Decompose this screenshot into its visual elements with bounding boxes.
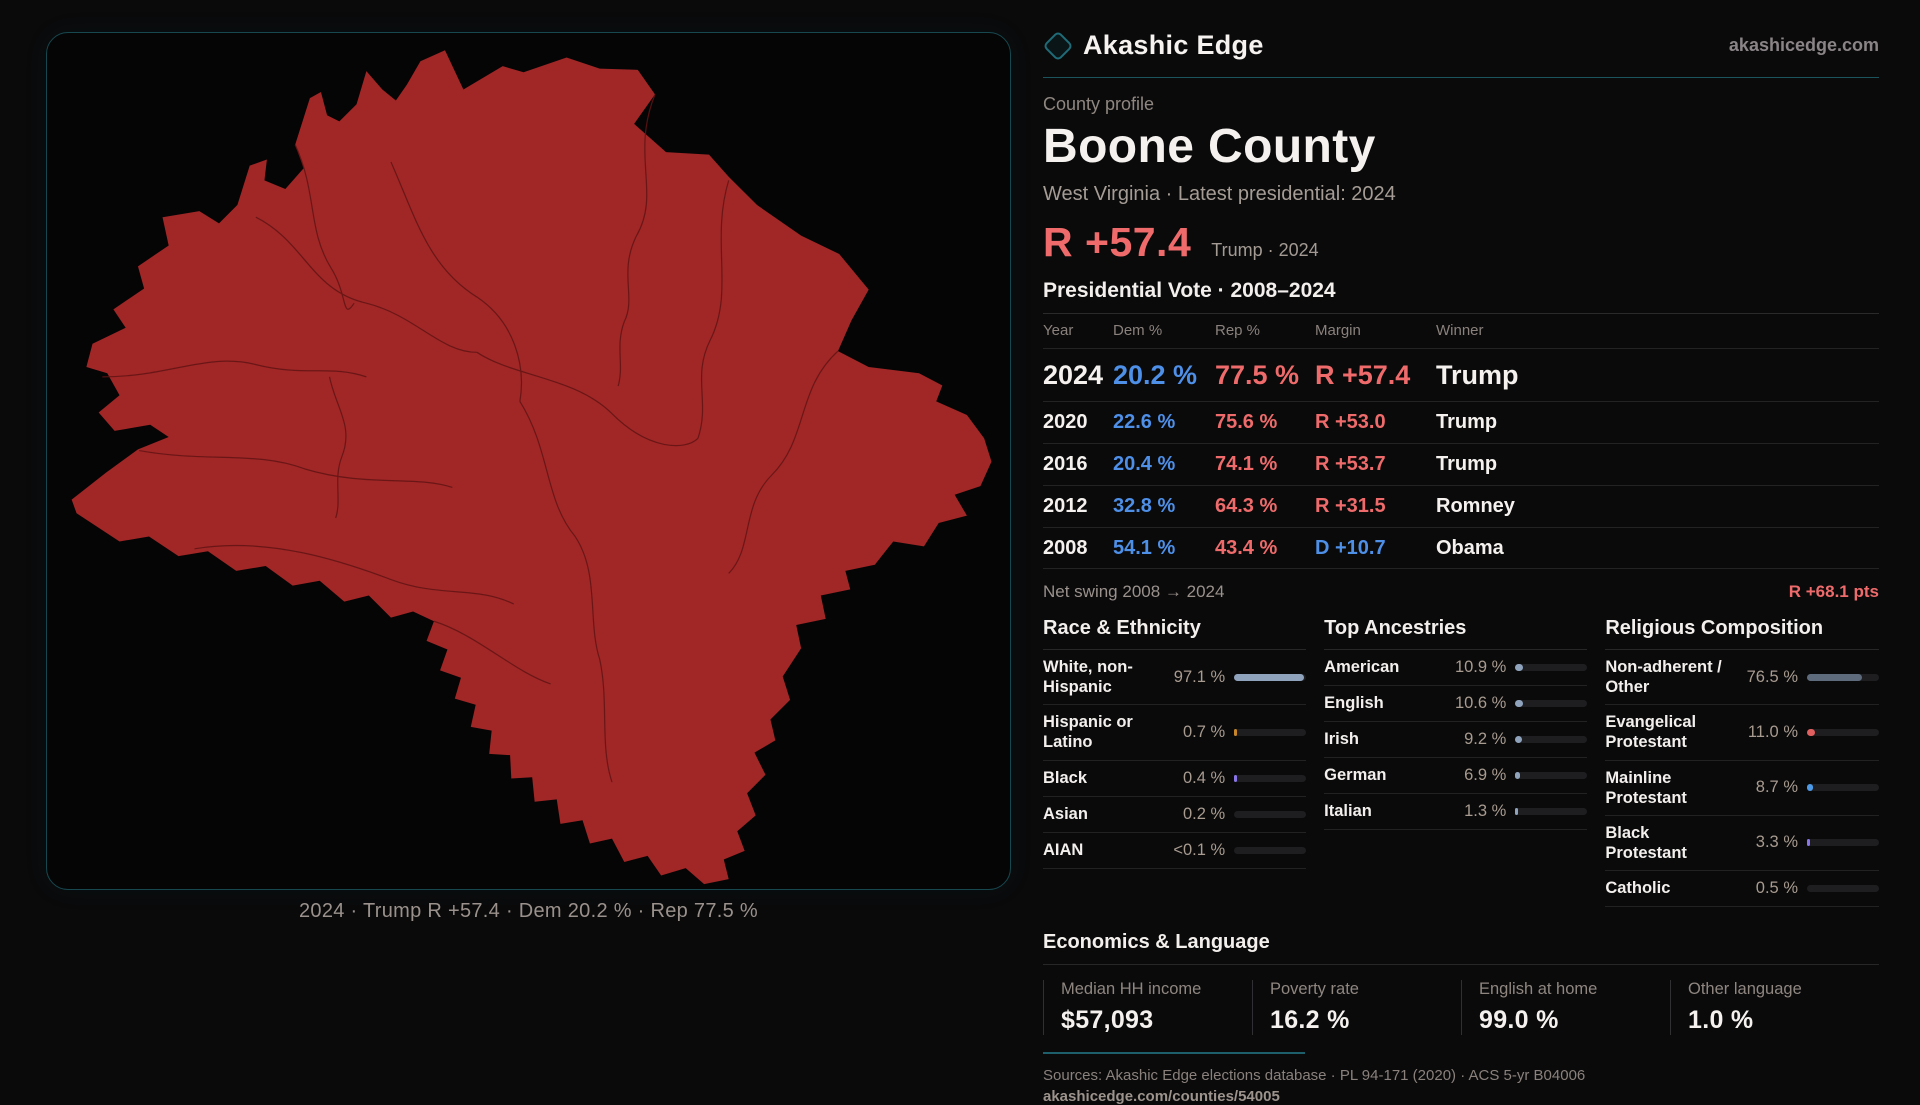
demo-row	[1605, 650, 1879, 705]
vote-cell: 2008	[1043, 536, 1088, 559]
headline-context: Trump · 2024	[1211, 240, 1319, 260]
vote-cell: 77.5 %	[1215, 359, 1300, 390]
stat-label: Median HH income	[1061, 980, 1202, 998]
map-caption: 2024 · Trump R +57.4 · Dem 20.2 % · Rep 77.5 %	[298, 900, 758, 922]
vote-rows	[1043, 348, 1879, 569]
stat-value: 99.0 %	[1479, 1006, 1559, 1034]
stat-cell	[1043, 980, 1252, 1035]
vote-cell: 20.4 %	[1113, 453, 1176, 475]
stat-label: Other language	[1688, 980, 1802, 998]
net-swing-label: Net swing 2008 → 2024	[1043, 582, 1225, 601]
subtitle: West Virginia · Latest presidential: 2024	[1043, 183, 1396, 205]
demo-label: Italian	[1324, 802, 1372, 821]
demo-row	[1043, 705, 1306, 760]
vote-cell: R +57.4	[1315, 359, 1411, 390]
demo-bar-track	[1515, 772, 1587, 779]
col-rep: Rep %	[1215, 322, 1261, 339]
vote-cell: 74.1 %	[1215, 453, 1278, 475]
headline-margin-row	[1043, 219, 1879, 266]
brand	[1043, 30, 1264, 61]
race-column	[1043, 617, 1306, 907]
religion-rows	[1605, 650, 1879, 907]
vote-cell: Obama	[1436, 536, 1504, 559]
demo-label: Asian	[1043, 804, 1088, 823]
demo-value: <0.1 %	[1173, 840, 1226, 859]
demo-row	[1324, 686, 1587, 722]
demo-row	[1324, 722, 1587, 758]
demo-value: 10.9 %	[1454, 658, 1507, 676]
demo-bar-fill	[1515, 808, 1518, 815]
demo-bar-track	[1234, 847, 1306, 854]
demo-bar-track	[1234, 811, 1306, 818]
ancestry-column	[1324, 617, 1587, 907]
vote-cell: Trump	[1436, 359, 1519, 390]
religion-column	[1605, 617, 1879, 907]
vote-cell: Trump	[1436, 453, 1498, 475]
demo-bar-track	[1807, 885, 1879, 892]
demo-label: AIAN	[1043, 840, 1084, 859]
demo-row	[1324, 650, 1587, 686]
demo-value: 10.6 %	[1454, 694, 1507, 712]
stat-label: English at home	[1479, 980, 1598, 998]
demo-bar-fill	[1234, 775, 1237, 782]
demo-bar-track	[1807, 784, 1879, 791]
vote-cell: 64.3 %	[1215, 495, 1278, 517]
demo-label: Evangelical Protestant	[1605, 713, 1697, 752]
demo-value: 9.2 %	[1464, 730, 1507, 748]
vote-cell: 2020	[1043, 411, 1088, 433]
demo-bar-track	[1515, 808, 1587, 815]
demo-bar-fill	[1807, 674, 1862, 681]
vote-cell: Trump	[1436, 411, 1498, 433]
stat-value: 16.2 %	[1270, 1006, 1350, 1034]
demo-value: 0.5 %	[1755, 879, 1798, 897]
stat-cell	[1670, 980, 1879, 1035]
economics-title: Economics & Language	[1043, 931, 1879, 965]
demo-bar-fill	[1807, 729, 1815, 736]
demo-bar-fill	[1515, 664, 1523, 671]
county-map	[47, 33, 1010, 889]
col-dem: Dem %	[1113, 322, 1163, 339]
demo-row	[1605, 871, 1879, 907]
vote-cell: 2012	[1043, 495, 1088, 517]
demo-row	[1605, 816, 1879, 871]
demo-bar-track	[1234, 674, 1306, 681]
col-year: Year	[1043, 322, 1074, 339]
demo-label: White, non-Hispanic	[1043, 658, 1133, 697]
religion-title: Religious Composition	[1605, 617, 1879, 650]
demo-bar-track	[1515, 700, 1587, 707]
demo-label: Mainline Protestant	[1605, 768, 1687, 807]
stat-value: 1.0 %	[1688, 1006, 1754, 1034]
demo-label: Black	[1043, 768, 1088, 787]
vote-cell: 22.6 %	[1113, 411, 1176, 433]
vote-table-header	[1043, 313, 1879, 348]
demo-row	[1043, 797, 1306, 833]
profile-panel	[1043, 30, 1879, 1105]
demo-value: 0.7 %	[1182, 722, 1226, 741]
demographics	[1043, 617, 1879, 907]
vote-cell: R +53.0	[1315, 411, 1386, 433]
race-title: Race & Ethnicity	[1043, 617, 1306, 650]
vote-table-title: Presidential Vote · 2008–2024	[1043, 279, 1336, 302]
vote-row	[1043, 443, 1879, 485]
demo-label: Hispanic or Latino	[1043, 713, 1133, 752]
stat-cell	[1461, 980, 1670, 1035]
net-swing-row	[1043, 582, 1879, 602]
vote-row	[1043, 348, 1879, 401]
vote-row	[1043, 401, 1879, 443]
demo-label: Catholic	[1605, 879, 1671, 898]
headline-margin: R +57.4	[1043, 219, 1192, 265]
vote-cell: 32.8 %	[1113, 495, 1176, 517]
brand-diamond-icon	[1042, 30, 1073, 61]
kicker: County profile	[1043, 94, 1155, 114]
vote-cell: 54.1 %	[1113, 536, 1176, 559]
demo-label: Non-adherent / Other	[1605, 658, 1722, 697]
demo-value: 0.2 %	[1182, 804, 1226, 823]
demo-bar-track	[1807, 839, 1879, 846]
vote-cell: 2016	[1043, 453, 1088, 475]
demo-row	[1043, 650, 1306, 705]
demo-row	[1324, 758, 1587, 794]
demo-bar-fill	[1807, 839, 1810, 846]
vote-cell: 2024	[1043, 359, 1104, 390]
ancestry-rows	[1324, 650, 1587, 830]
brand-name: Akashic Edge	[1083, 30, 1264, 60]
sources-url-link[interactable]: akashicedge.com/counties/54005	[1043, 1088, 1280, 1105]
demo-value: 3.3 %	[1755, 833, 1798, 852]
demo-value: 0.4 %	[1182, 768, 1226, 787]
demo-value: 1.3 %	[1464, 802, 1507, 820]
demo-bar-fill	[1234, 729, 1237, 736]
demo-bar-fill	[1515, 772, 1520, 779]
county-map-panel	[46, 32, 1011, 890]
vote-cell: 20.2 %	[1113, 359, 1198, 390]
header	[1043, 30, 1879, 78]
demo-row	[1324, 794, 1587, 830]
vote-cell: Romney	[1436, 495, 1515, 517]
economics-stats	[1043, 980, 1879, 1035]
demo-bar-track	[1807, 674, 1879, 681]
economics-section	[1043, 931, 1879, 1054]
demo-label: Irish	[1324, 730, 1360, 749]
demo-value: 97.1 %	[1173, 667, 1226, 686]
demo-value: 8.7 %	[1755, 778, 1798, 797]
vote-cell: 43.4 %	[1215, 536, 1278, 559]
county-shape	[72, 50, 992, 884]
vote-row	[1043, 527, 1879, 569]
demo-value: 6.9 %	[1464, 766, 1507, 784]
demo-label: English	[1324, 694, 1384, 713]
col-margin: Margin	[1315, 322, 1361, 339]
race-rows	[1043, 650, 1306, 869]
demo-bar-fill	[1515, 736, 1522, 743]
demo-row	[1605, 705, 1879, 760]
page-title: Boone County	[1043, 120, 1376, 173]
accent-underline	[1043, 1052, 1305, 1054]
vote-cell: 75.6 %	[1215, 411, 1278, 433]
demo-bar-fill	[1515, 700, 1523, 707]
vote-table	[1043, 313, 1879, 569]
demo-row	[1043, 761, 1306, 797]
sources-line: Sources: Akashic Edge elections database · PL 94-171 (2020) · ACS 5-yr B04006	[1043, 1067, 1586, 1084]
demo-bar-track	[1515, 664, 1587, 671]
demo-bar-fill	[1807, 784, 1813, 791]
demo-row	[1043, 833, 1306, 869]
demo-row	[1605, 761, 1879, 816]
demo-label: German	[1324, 766, 1387, 785]
vote-cell: R +53.7	[1315, 453, 1386, 475]
demo-label: Black Protestant	[1605, 823, 1687, 862]
net-swing-value: R +68.1 pts	[1788, 582, 1879, 601]
stat-cell	[1252, 980, 1461, 1035]
stat-value: $57,093	[1061, 1006, 1154, 1034]
demo-bar-track	[1234, 775, 1306, 782]
demo-label: American	[1324, 658, 1400, 677]
col-winner: Winner	[1436, 322, 1484, 339]
demo-bar-fill	[1234, 674, 1304, 681]
demo-bar-track	[1234, 729, 1306, 736]
vote-cell: D +10.7	[1315, 536, 1386, 559]
stat-label: Poverty rate	[1270, 980, 1359, 998]
demo-value: 11.0 %	[1747, 722, 1798, 741]
ancestry-title: Top Ancestries	[1324, 617, 1587, 650]
demo-bar-track	[1515, 736, 1587, 743]
demo-value: 76.5 %	[1746, 667, 1798, 686]
brand-domain-link[interactable]: akashicedge.com	[1728, 35, 1879, 55]
vote-row	[1043, 485, 1879, 527]
demo-bar-track	[1807, 729, 1879, 736]
vote-cell: R +31.5	[1315, 495, 1386, 517]
